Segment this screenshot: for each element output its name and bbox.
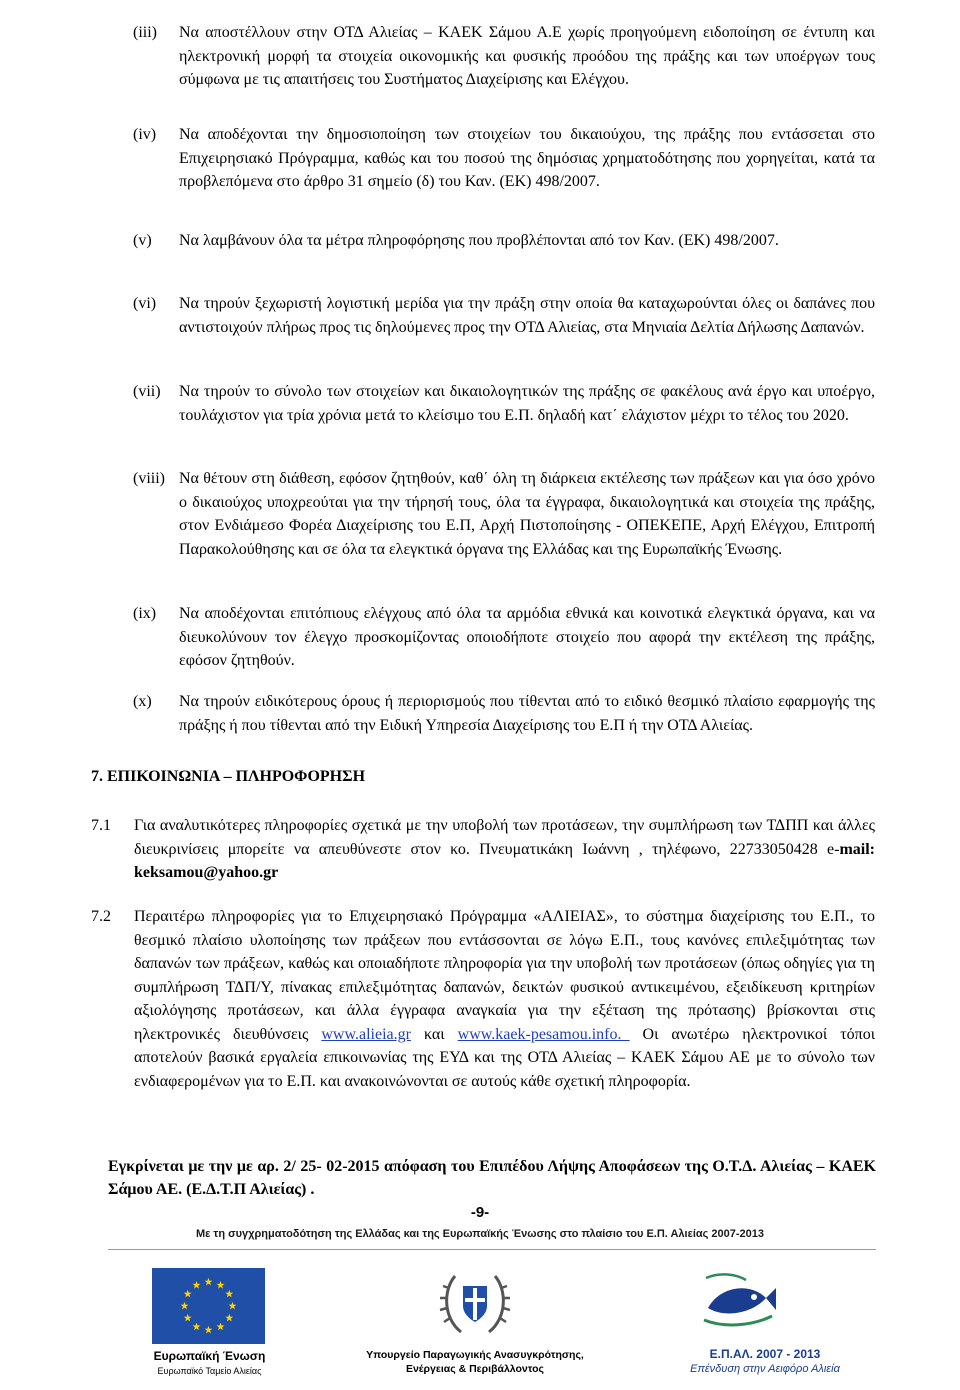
footer-divider: [108, 1249, 876, 1250]
item-number: (iii): [133, 24, 157, 41]
page-number: -9-: [470, 1204, 490, 1221]
item-text: Να θέτουν στη διάθεση, εφόσον ζητηθούν, καθ΄ όλη τη διάρκεια εκτέλεσης των πράξεων και για όσο χρόνο ο δικαιούχος υποχρεούται για την τήρησή τους, όλα τα έγγραφα, δικαιολογητικά και στοιχεία της πράξης, στον Ενδιάμεσο Φορέα Διαχείρισης του Ε.Π, Αρχή Πιστοποίησης - ΟΠΕΚΕΠΕ, Αρχή Ελέγχου, Επιτροπή Παρακολούθησης και σε όλα τα ελεγκτικά όργανα της Ελλάδας και της Ευρωπαϊκής Ένωσης.: [179, 470, 875, 558]
item-number: (iv): [133, 126, 157, 143]
funding-statement: Με τη συγχρηματοδότηση της Ελλάδας και της Ευρωπαϊκής Ένωσης στο πλαίσιο του Ε.Π. Αλιείας 2007-2013: [195, 1228, 765, 1240]
epal-subtitle: Επένδυση στην Αειφόρο Αλιεία: [690, 1363, 840, 1375]
info-text-continued: Οι ανωτέρω ηλεκτρονικοί τόποι αποτελούν βασικά εργαλεία επικοινωνίας της ΕΥΔ και της ΟΤΔ Αλιείας – ΚΑΕΚ Σάμου ΑΕ με το σύνολο των ενδιαφερομένων για το Ε.Π. και ανακοινώνονται σε αυτούς κάθε σχετική πληροφορία.: [134, 1025, 876, 1090]
epal-title: Ε.Π.ΑΛ. 2007 - 2013: [709, 1347, 821, 1361]
approval-statement: Εγκρίνεται με την με αρ. 2/ 25- 02-2015 απόφαση του Επιπέδου Λήψης Αποφάσεων της Ο.Τ.Δ. Αλιείας – ΚΑΕΚ Σάμου ΑΕ. (Ε.Δ.Τ.Π Αλιείας) .: [108, 1158, 876, 1198]
item-text: Να τηρούν το σύνολο των στοιχείων και δικαιολογητικών της πράξης σε φακέλους ανά έργο και υποέργο, τουλάχιστον για τρία χρόνια μετά το κλείσιμο του Ε.Π. δηλαδή κατ΄ ελάχιστον μέχρι το τέλος του 2020.: [179, 383, 875, 424]
item-text: Να αποδέχονται επιτόπιους ελέγχους από όλα τα αρμόδια εθνικά και κοινοτικά ελεγκτικά όργανα, και να διευκολύνουν τον έλεγχο προσκομίζοντας οποιοδήποτε στοιχείο που αφορά την εκτέλεση της πράξης, εφόσον ζητηθούν.: [179, 605, 875, 669]
ministry-emblem-icon: [435, 1270, 515, 1338]
ministry-name-line1: Υπουργείο Παραγωγικής Ανασυγκρότησης,: [366, 1349, 584, 1361]
subsection-number: 7.2: [91, 908, 111, 925]
email-address[interactable]: keksamou@yahoo.gr: [134, 864, 279, 881]
eu-name: Ευρωπαϊκή Ένωση: [153, 1349, 266, 1363]
item-number: (x): [133, 693, 152, 710]
item-number: (viii): [133, 470, 165, 487]
subsection-text: [134, 814, 875, 885]
item-text: Να τηρούν ειδικότερους όρους ή περιορισμούς που τίθενται από το ειδικό θεσμικό πλαίσιο εφαρμογής της πράξης ή που τίθενται από την Ειδική Υπηρεσία Διαχείρισης του Ε.Π ή την ΟΤΔ Αλιείας.: [179, 693, 875, 734]
subsection-text: [134, 905, 875, 1093]
eu-fund-name: Ευρωπαϊκό Ταμείο Αλιείας: [157, 1366, 262, 1376]
item-number: (v): [133, 232, 152, 249]
link-alieia[interactable]: www.alieia.gr: [321, 1025, 411, 1043]
item-text: Να λαμβάνουν όλα τα μέτρα πληροφόρησης που προβλέπονται από τον Καν. (ΕΚ) 498/2007.: [179, 232, 779, 249]
epal-fish-logo-icon: [700, 1268, 776, 1330]
email-label: mail:: [839, 840, 875, 858]
contact-text: Για αναλυτικότερες πληροφορίες σχετικά με την υποβολή των προτάσεων, την συμπλήρωση των ΤΔΠΠ και άλλες διευκρινίσεις μπορείτε να απευθύνεστε στον κο. Πνευματικάκη Ιωάννη , τηλέφωνο, 22733050428 e-: [134, 817, 875, 858]
section-heading: 7. ΕΠΙΚΟΙΝΩΝΙΑ – ΠΛΗΡΟΦΟΡΗΣΗ: [91, 768, 366, 785]
conjunction-text: και: [410, 1025, 458, 1043]
ministry-name-line2: Ενέργειας & Περιβάλλοντος: [405, 1363, 545, 1375]
item-number: (vii): [133, 383, 161, 400]
item-number: (ix): [133, 605, 157, 622]
item-text: Να αποστέλλουν στην ΟΤΔ Αλιείας – ΚΑΕΚ Σάμου Α.Ε χωρίς προηγούμενη ειδοποίηση σε έντυπη και ηλεκτρονική μορφή τα στοιχεία οικονομικής και φυσικής προόδου της πράξης και των υποέργων τους σύμφωνα με τις απαιτήσεις του Συστήματος Διαχείρισης και Ελέγχου.: [179, 24, 875, 88]
eu-flag-icon: [152, 1268, 265, 1344]
subsection-number: 7.1: [91, 817, 111, 834]
ministry-name: [352, 1348, 598, 1376]
info-text: Περαιτέρω πληροφορίες για το Επιχειρησιακό Πρόγραμμα «ΑΛΙΕΙΑΣ», το σύστημα διαχείρισης του Ε.Π., το θεσμικό πλαίσιο υλοποίησης των πράξεων που εντάσσονται σε λόγω Ε.Π., τους κανόνες επιλεξιμότητας των δαπανών των πράξεων, καθώς και οποιαδήποτε πληροφορία για την υποβολή των προτάσεων (όπως οδηγίες για τη συμπλήρωση ΤΔΠ/Υ, πίνακας επιλεξιμότητας δαπανών, δεικτών φυσικού αντικειμένου, εξειδίκευση κριτηρίων αξιολόγησης προτάσεων, και άλλα έγγραφα αναγκαία για την εξέταση της πρότασης) βρίσκονται στις ηλεκτρονικές διευθύνσεις: [134, 908, 875, 1043]
item-text: Να αποδέχονται την δημοσιοποίηση των στοιχείων του δικαιούχου, της πράξης που εντάσσεται στο Επιχειρησιακό Πρόγραμμα, καθώς και του ποσού της δημόσιας χρηματοδότησης που χορηγείται, κατά τα προβλεπόμενα στο άρθρο 31 σημείο (δ) του Καν. (ΕΚ) 498/2007.: [179, 126, 875, 190]
item-number: (vi): [133, 295, 157, 312]
link-kaek-pesamou[interactable]: www.kaek-pesamou.info._: [457, 1025, 630, 1043]
item-text: Να τηρούν ξεχωριστή λογιστική μερίδα για την πράξη στην οποία θα καταχωρούνται όλες οι δαπάνες που αντιστοιχούν πλήρως προς τις δηλούμενες προς την ΟΤΔ Αλιείας, στα Μηνιαία Δελτία Δήλωσης Δαπανών.: [179, 295, 875, 336]
